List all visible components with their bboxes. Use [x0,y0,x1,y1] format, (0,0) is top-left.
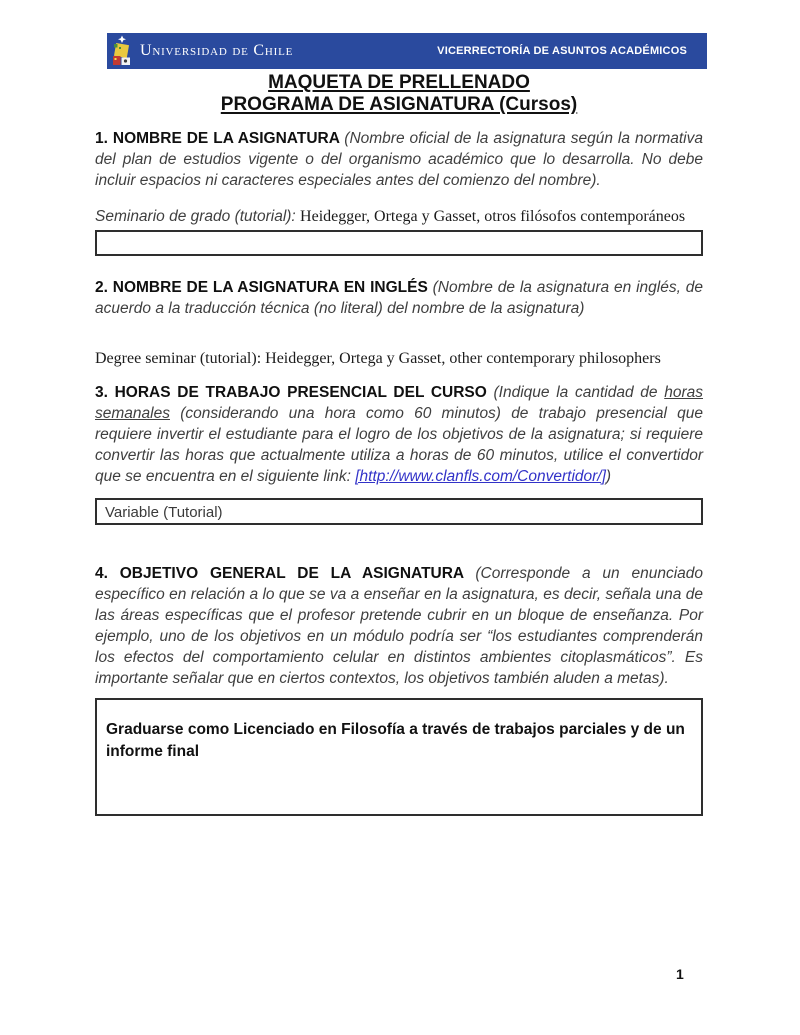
section-3-answer-box [95,498,703,525]
section-2-intro [95,277,703,319]
section-3-heading: 3. HORAS DE TRABAJO PRESENCIAL DEL CURSO [95,384,494,401]
convertidor-link[interactable]: [http://www.clanfls.com/Convertidor/] [355,468,606,485]
section-1-intro [95,128,703,191]
page-number: 1 [676,966,684,982]
answer-1-text: Heidegger, Ortega y Gasset, otros filósofos contemporáneos [300,208,686,225]
section-1-description: (Nombre oficial de la asignatura según la normativa del plan de estudios vigente o del organismo académico que lo desarrolla. No debe incluir espacios ni caracteres especiales antes del comienzo del nombre). [95,130,704,189]
section-3-answer-text: Variable (Tutorial) [105,504,223,521]
section-4-answer-box [95,698,703,816]
section-1-answer [95,205,703,228]
page-content [95,0,703,816]
section-4-heading: 4. OBJETIVO GENERAL DE LA ASIGNATURA [95,565,476,582]
title-line-1: MAQUETA DE PRELLENADO [268,72,530,93]
department-name: VICERRECTORÍA DE ASUNTOS ACADÉMICOS [437,45,687,57]
university-name: Universidad de Chile [140,42,294,59]
section-3-description-end: ) [605,468,612,485]
header-bar [107,33,707,69]
section-3-description-middle: (considerando una hora como 60 minutos) de trabajo presencial que requiere invertir el estudiante para el logro de los objetivos de la asignatura; si requiere convertir las horas que actualmente utiliza a horas de 60 minutos, utilice el convertidor que se encuentra en el siguiente link: [95,405,703,485]
section-4-answer-text: Graduarse como Licenciado en Filosofía a través de trabajos parciales y de un informe final [106,721,685,760]
section-1-input-box [95,230,703,256]
section-4-intro [95,563,703,689]
section-3-description-start: (Indique la cantidad de [493,384,665,401]
section-1-heading: 1. NOMBRE DE LA ASIGNATURA [95,130,345,147]
section-2-answer: Degree seminar (tutorial): Heidegger, Ortega y Gasset, other contemporary philosophers [95,350,661,367]
section-2-heading: 2. NOMBRE DE LA ASIGNATURA EN INGLÉS [95,279,433,296]
university-crest-icon [111,35,133,67]
section-4-description: (Corresponde a un enunciado específico en relación a lo que se va a enseñar en la asignatura, es decir, señala una de las áreas específicas que el profesor pretende cubrir en un bloque de enseñanza. Por ejemplo, uno de los objetivos en un módulo podría ser “los estudiantes comprenderán los efectos del comportamiento celular en distintos ambientes citoplasmáticos”. Es importante señalar que en ciertos contextos, los objetivos también aluden a metas). [95,565,703,687]
title-line-2: PROGRAMA DE ASIGNATURA (Cursos) [220,94,578,115]
document-title [95,72,703,116]
answer-1-prefix: Seminario de grado (tutorial): [95,208,301,225]
university-logo [111,35,293,67]
section-3-intro [95,382,703,487]
section-3-description-underlined: horas semanales [95,384,703,422]
section-2-description: (Nombre de la asignatura en inglés, de acuerdo a la traducción técnica (no literal) del nombre de la asignatura) [95,279,703,317]
